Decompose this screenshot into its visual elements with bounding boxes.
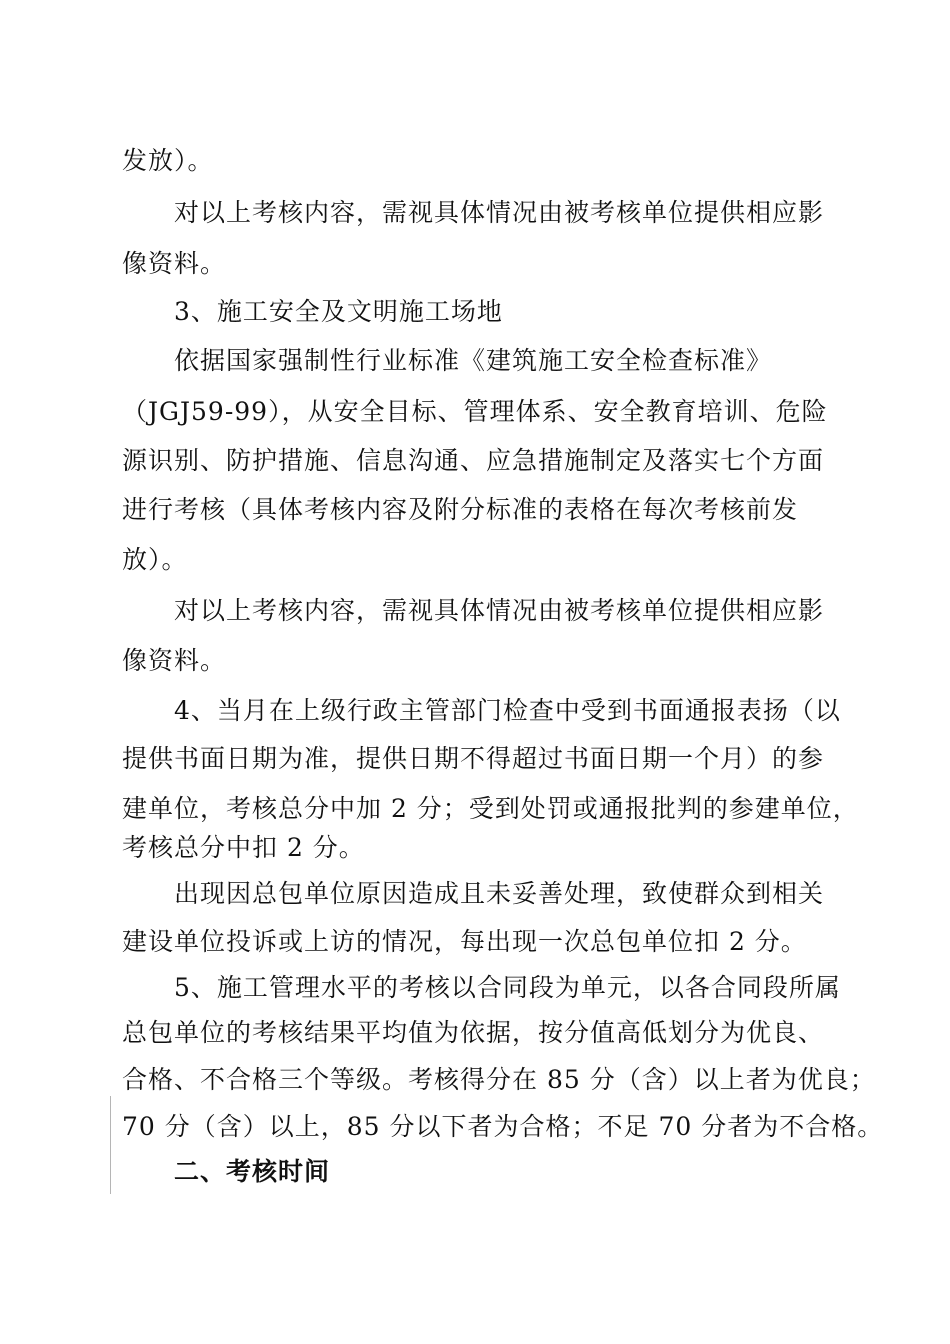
text-line: 依据国家强制性行业标准《建筑施工安全检查标准》 bbox=[174, 346, 773, 375]
text-line: 发放）。 bbox=[122, 146, 214, 175]
text-line: 对以上考核内容，需视具体情况由被考核单位提供相应影 bbox=[174, 596, 825, 625]
text-line: 合格、不合格三个等级。考核得分在 85 分（含）以上者为优良； bbox=[122, 1065, 876, 1094]
text-line: 总包单位的考核结果平均值为依据，按分值高低划分为优良、 bbox=[122, 1018, 825, 1047]
text-line: 像资料。 bbox=[122, 249, 227, 278]
text-line: 出现因总包单位原因造成且未妥善处理，致使群众到相关 bbox=[174, 879, 825, 908]
text-line: 放）。 bbox=[122, 545, 188, 574]
text-line: 源识别、防护措施、信息沟通、应急措施制定及落实七个方面 bbox=[122, 446, 825, 475]
subsection-title: 3、施工安全及文明施工场地 bbox=[174, 297, 503, 326]
text-line: 建设单位投诉或上访的情况，每出现一次总包单位扣 2 分。 bbox=[122, 927, 807, 956]
text-line: 4、当月在上级行政主管部门检查中受到书面通报表扬（以 bbox=[174, 696, 841, 725]
text-line: （JGJ59-99），从安全目标、管理体系、安全教育培训、危险 bbox=[122, 397, 828, 426]
text-line: 对以上考核内容，需视具体情况由被考核单位提供相应影 bbox=[174, 198, 825, 227]
text-line: 提供书面日期为准，提供日期不得超过书面日期一个月）的参 bbox=[122, 744, 825, 773]
text-line: 考核总分中扣 2 分。 bbox=[122, 833, 365, 862]
section-heading: 二、考核时间 bbox=[174, 1157, 331, 1186]
text-line: 5、施工管理水平的考核以合同段为单元，以各合同段所属 bbox=[174, 973, 841, 1002]
margin-rule bbox=[110, 1096, 111, 1194]
text-line: 进行考核（具体考核内容及附分标准的表格在每次考核前发 bbox=[122, 495, 799, 524]
text-line: 建单位，考核总分中加 2 分；受到处罚或通报批判的参建单位， bbox=[122, 794, 859, 823]
text-line: 70 分（含）以上，85 分以下者为合格；不足 70 分者为不合格。 bbox=[122, 1112, 884, 1141]
text-line: 像资料。 bbox=[122, 646, 227, 675]
